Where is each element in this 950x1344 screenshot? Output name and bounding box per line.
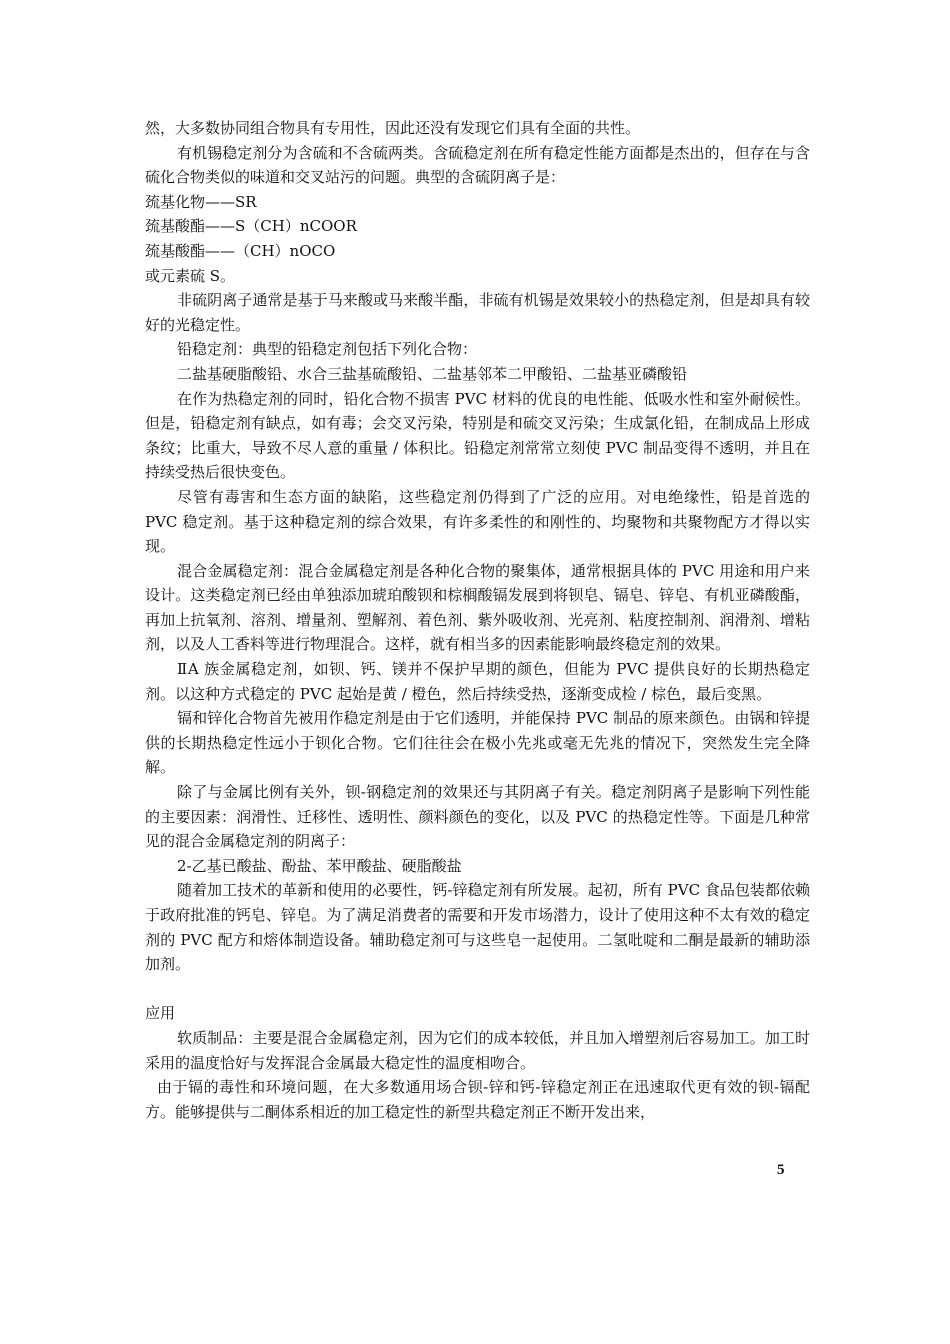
paragraph-mixed-metal: 混合金属稳定剂：混合金属稳定剂是各种化合物的聚集体，通常根据具体的 PVC 用途和用户来设计。这类稳定剂已经由单独添加琥珀酸钡和棕榈酸镉发展到将钡皂、镉皂、锌皂、有机亚磷酸酯，再加上抗氧剂、溶剂、增量剂、塑解剂、着色剂、紫外吸收剂、光亮剂、粘度控制剂、润滑剂、增粘剂，以及人工香料等进行物理混合。这样，就有相当多的因素能影响最终稳定剂的效果。	[145, 561, 810, 654]
paragraph-group-iia: ⅡA 族金属稳定剂，如钡、钙、镁并不保护早期的颜色，但能为 PVC 提供良好的长期热稳定剂。以这种方式稳定的 PVC 起始是黄 / 橙色，然后持续受热，逐渐变成检 / 棕色，最后变黑。	[145, 660, 810, 703]
formula-line: 巯基酸酯——（CH）nOCO	[145, 241, 336, 260]
paragraph-calcium-zinc: 随着加工技术的革新和使用的必要性，钙-锌稳定剂有所发展。起初，所有 PVC 食品包装都依赖于政府批准的钙皂、锌皂。为了满足消费者的需要和开发市场潜力，设计了使用这种不太有效的稳定剂的 PVC 配方和熔体制造设备。辅助稳定剂可与这些皂一起使用。二氢吡啶和二酮是最新的辅助添加剂。	[145, 881, 810, 974]
paragraph-lead-intro: 铅稳定剂：典型的铅稳定剂包括下列化合物：	[177, 340, 478, 359]
anion-list: 2-乙基已酸盐、酚盐、苯甲酸盐、硬脂酸盐	[177, 856, 462, 875]
paragraph-lead-usage: 尽管有毒害和生态方面的缺陷，这些稳定剂仍得到了广泛的应用。对电绝缘性，铅是首选的 PVC 稳定剂。基于这种稳定剂的综合效果，有许多柔性的和刚性的、均聚物和共聚物配方才得以实现。	[145, 487, 810, 556]
paragraph-anions: 除了与金属比例有关外，钡-钢稳定剂的效果还与其阴离子有关。稳定剂阴离子是影响下列性能的主要因素：润滑性、迁移性、透明性、颜料颜色的变化，以及 PVC 的热稳定性等。下面是几种常见的混合金属稳定剂的阴离子：	[145, 783, 810, 851]
lead-compound-list: 二盐基硬脂酸铅、水合三盐基硫酸铅、二盐基邻苯二甲酸铅、二盐基亚磷酸铅	[177, 364, 688, 383]
paragraph-non-sulfur: 非硫阴离子通常是基于马来酸或马来酸半酯，非硫有机锡是效果较小的热稳定剂，但是却具有较好的光稳定性。	[145, 291, 810, 334]
page-number: 5	[777, 1162, 785, 1178]
paragraph-soft-products: 软质制品：主要是混合金属稳定剂，因为它们的成本较低，并且加入增塑剂后容易加工。加工时采用的温度恰好与发挥混合金属最大稳定性的温度相吻合。	[145, 1028, 810, 1072]
paragraph-cadmium-replacement: 由于镉的毒性和环境问题，在大多数通用场合钡-锌和钙-锌稳定剂正在迅速取代更有效的钡-镉配方。能够提供与二酮体系相近的加工稳定性的新型共稳定剂正不断开发出来，	[145, 1078, 810, 1121]
formula-line: 巯基酸酯——S（CH）nCOOR	[145, 217, 357, 236]
section-heading: 应用	[145, 1004, 176, 1023]
document-body	[145, 116, 810, 1124]
formula-line: 巯基化物——SR	[145, 192, 257, 211]
paragraph-lead-properties: 在作为热稳定剂的同时，铅化合物不损害 PVC 材料的优良的电性能、低吸水性和室外耐候性。但是，铅稳定剂有缺点，如有毒；会交叉污染，特别是和硫交叉污染；生成氯化铅，在制成品上形成条纹；比重大，导致不尽人意的重量 / 体积比。铅稳定剂常常立刻使 PVC 制品变得不透明，并且在持续受热后很快变色。	[145, 389, 810, 482]
paragraph-cadmium-zinc: 镉和锌化合物首先被用作稳定剂是由于它们透明，并能保持 PVC 制品的原来颜色。由锅和锌提供的长期热稳定性远小于钡化合物。它们往往会在极小先兆或毫无先兆的情况下，突然发生完全降解。	[145, 709, 810, 777]
paragraph-continuation: 然，大多数协同组合物具有专用性，因此还没有发现它们具有全面的共性。	[145, 119, 641, 137]
formula-line: 或元素硫 S。	[145, 266, 236, 285]
paragraph-organotin: 有机锡稳定剂分为含硫和不含硫两类。含硫稳定剂在所有稳定性能方面都是杰出的，但存在与含硫化合物类似的味道和交叉站污的问题。典型的含硫阴离子是：	[145, 143, 810, 187]
